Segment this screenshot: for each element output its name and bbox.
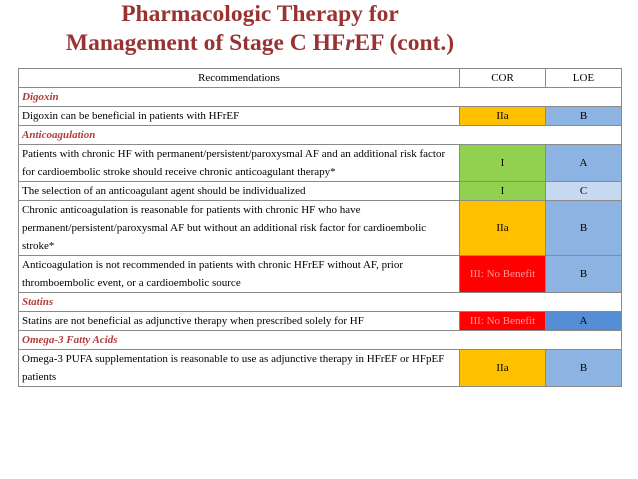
table-row (19, 312, 622, 331)
cor-cell: I (460, 145, 546, 182)
recommendation-text: Anticoagulation is not recommended in patients with chronic HFrEF without AF, prior thromboembolic event, or a cardioembolic source (19, 256, 460, 293)
recommendations-table (18, 68, 622, 387)
slide-title (0, 0, 520, 58)
cor-cell: IIa (460, 201, 546, 256)
section-row-anticoagulation (19, 126, 622, 145)
cor-cell: I (460, 182, 546, 201)
table-row (19, 182, 622, 201)
section-row-omega-3 (19, 331, 622, 350)
section-row-digoxin (19, 88, 622, 107)
recommendation-text: Patients with chronic HF with permanent/persistent/paroxysmal AF and an additional risk factor for cardioembolic stroke should receive chronic anticoagulant therapy* (19, 145, 460, 182)
loe-cell: B (546, 256, 622, 293)
title-line-2-end: EF (cont.) (354, 30, 455, 56)
cor-cell: IIa (460, 107, 546, 126)
section-name: Anticoagulation (19, 126, 622, 145)
title-line-2 (0, 29, 520, 58)
loe-cell: A (546, 312, 622, 331)
header-cor: COR (460, 69, 546, 88)
recommendation-text: The selection of an anticoagulant agent should be individualized (19, 182, 460, 201)
loe-cell: B (546, 350, 622, 387)
cor-cell: III: No Benefit (460, 312, 546, 331)
title-line-2-start: Management of Stage C HF (65, 30, 346, 56)
recommendation-text: Chronic anticoagulation is reasonable for patients with chronic HF who have permanent/persistent/paroxysmal AF but without an additional risk factor for cardioembolic stroke* (19, 201, 460, 256)
title-line-1: Pharmacologic Therapy for (121, 1, 399, 27)
table-row (19, 350, 622, 387)
section-row-statins (19, 293, 622, 312)
section-name: Digoxin (19, 88, 622, 107)
table-row (19, 107, 622, 126)
recommendation-text: Digoxin can be beneficial in patients with HFrEF (19, 107, 460, 126)
table-header-row (19, 69, 622, 88)
title-line-2-italic: r (345, 30, 355, 56)
section-name: Omega-3 Fatty Acids (19, 331, 622, 350)
recommendation-text: Omega-3 PUFA supplementation is reasonable to use as adjunctive therapy in HFrEF or HFpEF patients (19, 350, 460, 387)
header-loe: LOE (546, 69, 622, 88)
loe-cell: C (546, 182, 622, 201)
loe-cell: A (546, 145, 622, 182)
table-row (19, 201, 622, 256)
header-recommendations: Recommendations (19, 69, 460, 88)
table-row (19, 145, 622, 182)
loe-cell: B (546, 201, 622, 256)
loe-cell: B (546, 107, 622, 126)
cor-cell: III: No Benefit (460, 256, 546, 293)
table-row (19, 256, 622, 293)
cor-cell: IIa (460, 350, 546, 387)
section-name: Statins (19, 293, 622, 312)
recommendation-text: Statins are not beneficial as adjunctive therapy when prescribed solely for HF (19, 312, 460, 331)
